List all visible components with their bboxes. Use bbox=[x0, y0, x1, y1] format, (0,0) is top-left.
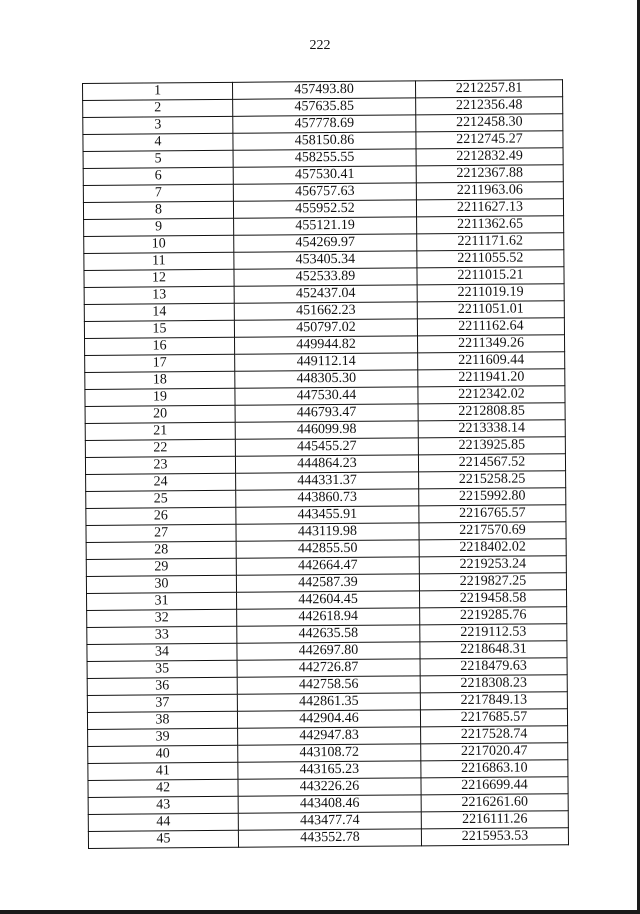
y-coordinate-cell: 2212367.88 bbox=[416, 165, 563, 183]
y-coordinate-cell: 2216765.57 bbox=[419, 505, 566, 523]
point-number-cell: 32 bbox=[87, 609, 237, 627]
x-coordinate-cell: 443477.74 bbox=[238, 812, 421, 830]
y-coordinate-cell: 2213338.14 bbox=[418, 420, 565, 438]
y-coordinate-cell: 2219458.58 bbox=[419, 590, 566, 608]
x-coordinate-cell: 442697.80 bbox=[237, 642, 420, 660]
y-coordinate-cell: 2217528.74 bbox=[421, 726, 568, 744]
x-coordinate-cell: 458255.55 bbox=[233, 149, 416, 167]
point-number-cell: 31 bbox=[87, 592, 237, 610]
x-coordinate-cell: 454269.97 bbox=[234, 234, 417, 252]
y-coordinate-cell: 2218402.02 bbox=[419, 539, 566, 557]
point-number-cell: 30 bbox=[86, 575, 236, 593]
point-number-cell: 1 bbox=[83, 82, 233, 100]
x-coordinate-cell: 446793.47 bbox=[235, 404, 418, 422]
point-number-cell: 39 bbox=[88, 728, 238, 746]
x-coordinate-cell: 442587.39 bbox=[236, 574, 419, 592]
x-coordinate-cell: 447530.44 bbox=[235, 387, 418, 405]
point-number-cell: 21 bbox=[85, 422, 235, 440]
y-coordinate-cell: 2212257.81 bbox=[415, 80, 562, 98]
y-coordinate-cell: 2218479.63 bbox=[420, 658, 567, 676]
x-coordinate-cell: 450797.02 bbox=[234, 319, 417, 337]
y-coordinate-cell: 2211015.21 bbox=[417, 267, 564, 285]
point-number-cell: 40 bbox=[88, 745, 238, 763]
y-coordinate-cell: 2217685.57 bbox=[420, 709, 567, 727]
y-coordinate-cell: 2213925.85 bbox=[418, 437, 565, 455]
point-number-cell: 2 bbox=[83, 99, 233, 117]
y-coordinate-cell: 2215953.53 bbox=[421, 828, 568, 846]
x-coordinate-cell: 442904.46 bbox=[237, 710, 420, 728]
point-number-cell: 38 bbox=[87, 711, 237, 729]
point-number-cell: 42 bbox=[88, 779, 238, 797]
x-coordinate-cell: 442635.58 bbox=[237, 625, 420, 643]
y-coordinate-cell: 2211362.65 bbox=[417, 216, 564, 234]
point-number-cell: 27 bbox=[86, 524, 236, 542]
x-coordinate-cell: 445455.27 bbox=[235, 438, 418, 456]
x-coordinate-cell: 442758.56 bbox=[237, 676, 420, 694]
x-coordinate-cell: 451662.23 bbox=[234, 302, 417, 320]
point-number-cell: 12 bbox=[84, 269, 234, 287]
point-number-cell: 18 bbox=[85, 371, 235, 389]
x-coordinate-cell: 444864.23 bbox=[235, 455, 418, 473]
point-number-cell: 8 bbox=[83, 201, 233, 219]
y-coordinate-cell: 2219827.25 bbox=[419, 573, 566, 591]
x-coordinate-cell: 457635.85 bbox=[233, 98, 416, 116]
y-coordinate-cell: 2217570.69 bbox=[419, 522, 566, 540]
x-coordinate-cell: 443552.78 bbox=[238, 829, 421, 847]
x-coordinate-cell: 449944.82 bbox=[235, 336, 418, 354]
x-coordinate-cell: 443860.73 bbox=[236, 489, 419, 507]
x-coordinate-cell: 452533.89 bbox=[234, 268, 417, 286]
x-coordinate-cell: 443455.91 bbox=[236, 506, 419, 524]
x-coordinate-cell: 455121.19 bbox=[234, 217, 417, 235]
x-coordinate-cell: 457530.41 bbox=[233, 166, 416, 184]
point-number-cell: 25 bbox=[86, 490, 236, 508]
y-coordinate-cell: 2211019.19 bbox=[417, 284, 564, 302]
point-number-cell: 7 bbox=[83, 184, 233, 202]
y-coordinate-cell: 2211609.44 bbox=[418, 352, 565, 370]
y-coordinate-cell: 2212808.85 bbox=[418, 403, 565, 421]
y-coordinate-cell: 2218308.23 bbox=[420, 675, 567, 693]
y-coordinate-cell: 2211055.52 bbox=[417, 250, 564, 268]
x-coordinate-cell: 442664.47 bbox=[236, 557, 419, 575]
point-number-cell: 24 bbox=[86, 473, 236, 491]
point-number-cell: 26 bbox=[86, 507, 236, 525]
point-number-cell: 4 bbox=[83, 133, 233, 151]
x-coordinate-cell: 442947.83 bbox=[238, 727, 421, 745]
x-coordinate-cell: 457493.80 bbox=[232, 81, 415, 99]
scan-edge-bottom bbox=[0, 910, 640, 914]
x-coordinate-cell: 443119.98 bbox=[236, 523, 419, 541]
point-number-cell: 19 bbox=[85, 388, 235, 406]
point-number-cell: 9 bbox=[84, 218, 234, 236]
y-coordinate-cell: 2215992.80 bbox=[419, 488, 566, 506]
y-coordinate-cell: 2212342.02 bbox=[418, 386, 565, 404]
y-coordinate-cell: 2217849.13 bbox=[420, 692, 567, 710]
x-coordinate-cell: 442726.87 bbox=[237, 659, 420, 677]
y-coordinate-cell: 2212745.27 bbox=[416, 131, 563, 149]
x-coordinate-cell: 455952.52 bbox=[233, 200, 416, 218]
y-coordinate-cell: 2216111.26 bbox=[421, 811, 568, 829]
point-number-cell: 22 bbox=[85, 439, 235, 457]
y-coordinate-cell: 2215258.25 bbox=[419, 471, 566, 489]
x-coordinate-cell: 443226.26 bbox=[238, 778, 421, 796]
point-number-cell: 15 bbox=[84, 320, 234, 338]
point-number-cell: 5 bbox=[83, 150, 233, 168]
point-number-cell: 17 bbox=[85, 354, 235, 372]
point-number-cell: 41 bbox=[88, 762, 238, 780]
x-coordinate-cell: 444331.37 bbox=[236, 472, 419, 490]
x-coordinate-cell: 456757.63 bbox=[233, 183, 416, 201]
point-number-cell: 10 bbox=[84, 235, 234, 253]
y-coordinate-cell: 2217020.47 bbox=[421, 743, 568, 761]
x-coordinate-cell: 453405.34 bbox=[234, 251, 417, 269]
point-number-cell: 29 bbox=[86, 558, 236, 576]
point-number-cell: 35 bbox=[87, 660, 237, 678]
x-coordinate-cell: 443408.46 bbox=[238, 795, 421, 813]
y-coordinate-cell: 2211171.62 bbox=[417, 233, 564, 251]
coordinates-table bbox=[82, 79, 569, 849]
point-number-cell: 33 bbox=[87, 626, 237, 644]
x-coordinate-cell: 443165.23 bbox=[238, 761, 421, 779]
y-coordinate-cell: 2216261.60 bbox=[421, 794, 568, 812]
point-number-cell: 28 bbox=[86, 541, 236, 559]
y-coordinate-cell: 2212832.49 bbox=[416, 148, 563, 166]
x-coordinate-cell: 442604.45 bbox=[237, 591, 420, 609]
x-coordinate-cell: 442618.94 bbox=[237, 608, 420, 626]
point-number-cell: 6 bbox=[83, 167, 233, 185]
y-coordinate-cell: 2216699.44 bbox=[421, 777, 568, 795]
y-coordinate-cell: 2211349.26 bbox=[417, 335, 564, 353]
y-coordinate-cell: 2211627.13 bbox=[416, 199, 563, 217]
y-coordinate-cell: 2211162.64 bbox=[417, 318, 564, 336]
y-coordinate-cell: 2218648.31 bbox=[420, 641, 567, 659]
point-number-cell: 45 bbox=[88, 830, 238, 848]
x-coordinate-cell: 443108.72 bbox=[238, 744, 421, 762]
y-coordinate-cell: 2219112.53 bbox=[420, 624, 567, 642]
point-number-cell: 23 bbox=[85, 456, 235, 474]
y-coordinate-cell: 2211051.01 bbox=[417, 301, 564, 319]
table-row bbox=[88, 828, 568, 849]
x-coordinate-cell: 448305.30 bbox=[235, 370, 418, 388]
point-number-cell: 16 bbox=[85, 337, 235, 355]
x-coordinate-cell: 446099.98 bbox=[235, 421, 418, 439]
point-number-cell: 43 bbox=[88, 796, 238, 814]
x-coordinate-cell: 457778.69 bbox=[233, 115, 416, 133]
y-coordinate-cell: 2212458.30 bbox=[416, 114, 563, 132]
point-number-cell: 20 bbox=[85, 405, 235, 423]
point-number-cell: 34 bbox=[87, 643, 237, 661]
x-coordinate-cell: 449112.14 bbox=[235, 353, 418, 371]
y-coordinate-cell: 2216863.10 bbox=[421, 760, 568, 778]
y-coordinate-cell: 2212356.48 bbox=[416, 97, 563, 115]
point-number-cell: 37 bbox=[87, 694, 237, 712]
page-number: 222 bbox=[309, 38, 331, 53]
y-coordinate-cell: 2219253.24 bbox=[419, 556, 566, 574]
point-number-cell: 36 bbox=[87, 677, 237, 695]
point-number-cell: 11 bbox=[84, 252, 234, 270]
x-coordinate-cell: 452437.04 bbox=[234, 285, 417, 303]
x-coordinate-cell: 442861.35 bbox=[237, 693, 420, 711]
y-coordinate-cell: 2211963.06 bbox=[416, 182, 563, 200]
point-number-cell: 3 bbox=[83, 116, 233, 134]
point-number-cell: 13 bbox=[84, 286, 234, 304]
coordinates-table-body bbox=[83, 80, 569, 849]
y-coordinate-cell: 2214567.52 bbox=[418, 454, 565, 472]
x-coordinate-cell: 442855.50 bbox=[236, 540, 419, 558]
y-coordinate-cell: 2211941.20 bbox=[418, 369, 565, 387]
x-coordinate-cell: 458150.86 bbox=[233, 132, 416, 150]
point-number-cell: 44 bbox=[88, 813, 238, 831]
point-number-cell: 14 bbox=[84, 303, 234, 321]
y-coordinate-cell: 2219285.76 bbox=[420, 607, 567, 625]
